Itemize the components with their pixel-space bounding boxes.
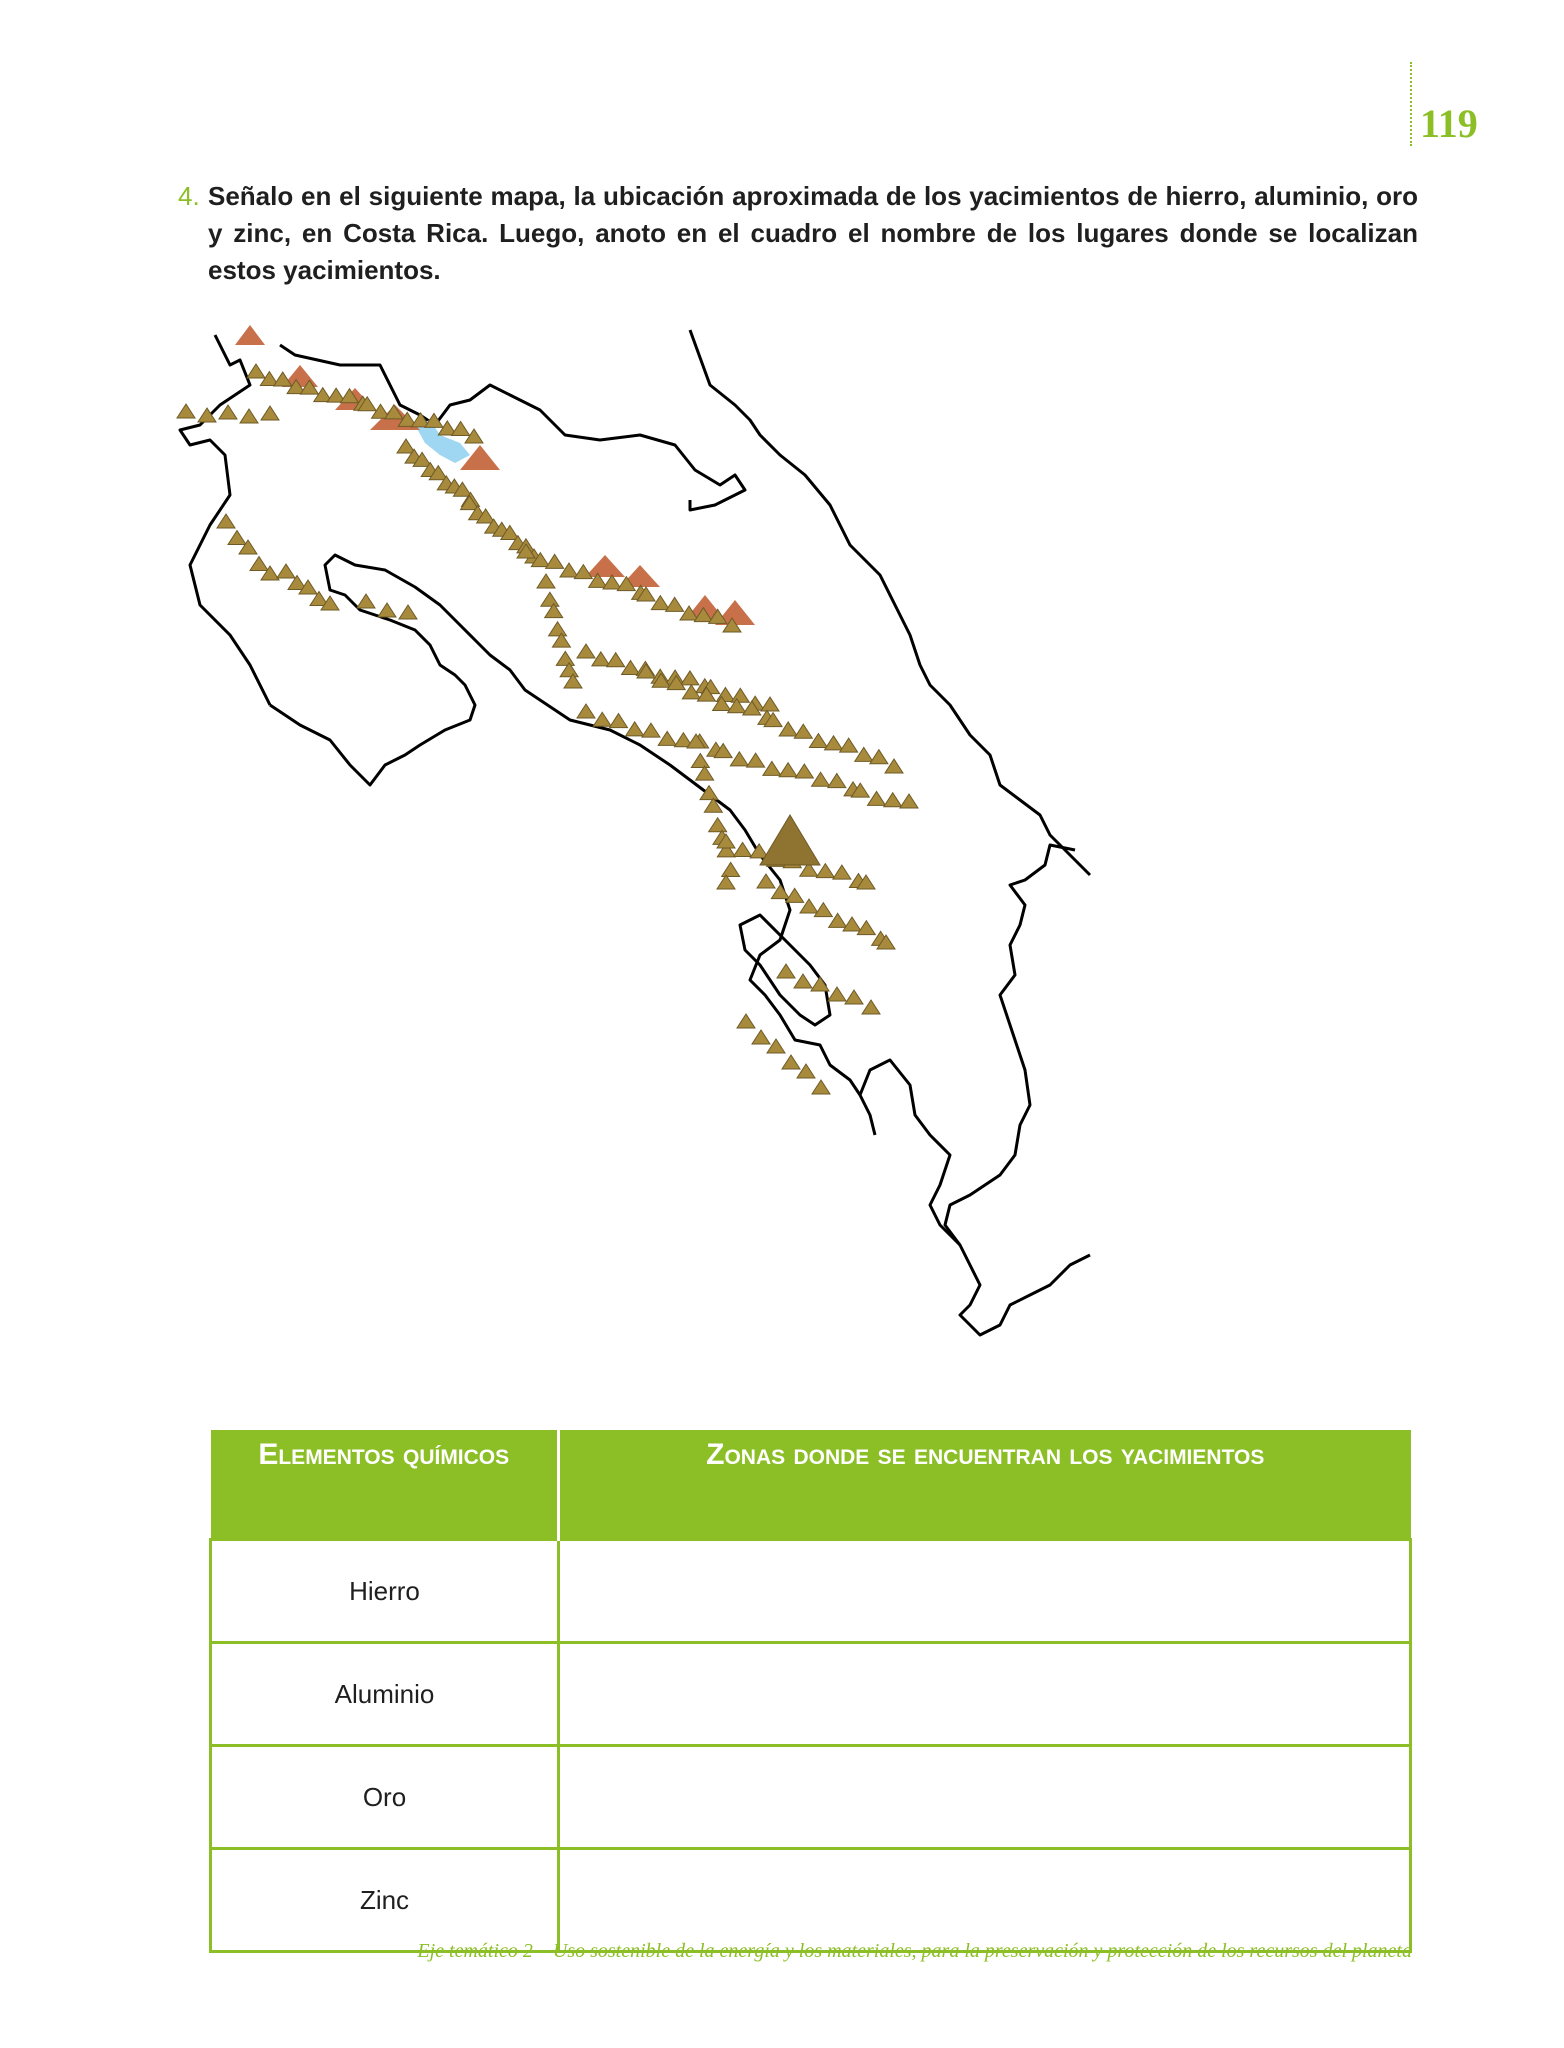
mountain-icon: [593, 712, 611, 726]
mountain-icon: [603, 575, 621, 589]
zones-answer-cell[interactable]: [559, 1643, 1411, 1746]
mountain-icon: [607, 653, 625, 667]
mountain-icon: [452, 421, 470, 435]
mountain-icon: [816, 864, 834, 878]
mountain-icon: [761, 697, 779, 711]
mountain-icon: [622, 661, 640, 675]
mountain-icon: [556, 651, 574, 665]
mountain-icon: [862, 1000, 880, 1014]
mountain-icon: [828, 774, 846, 788]
mountain-icon: [857, 921, 875, 935]
mountain-icon: [840, 738, 858, 752]
mountain-icon: [577, 704, 595, 718]
mountain-icon: [737, 1014, 755, 1028]
mountain-icon: [626, 722, 644, 736]
mountain-icon: [767, 1039, 785, 1053]
header-elements: Elementos químicos: [211, 1430, 559, 1540]
mountain-icon: [855, 747, 873, 761]
table-row: [211, 1849, 1411, 1952]
volcano-icon: [585, 555, 625, 577]
mountain-icon: [219, 405, 237, 419]
mountain-icon: [814, 903, 832, 917]
exercise-text: Señalo en el siguiente mapa, la ubicación aproximada de los yacimientos de hierro, aluminio, oro y zinc, en Costa Rica. Luego, anoto en el cuadro el nombre de los lugares donde se localizan estos yacimientos.: [208, 181, 1418, 285]
caribbean-coast: [690, 330, 1090, 875]
mountain-icon: [843, 917, 861, 931]
mountain-icon: [786, 888, 804, 902]
mountain-icon: [752, 1030, 770, 1044]
mountain-icon: [900, 794, 918, 808]
mountain-icon: [779, 763, 797, 777]
mountain-icon: [794, 724, 812, 738]
mountain-icon: [696, 766, 714, 780]
panama-border: [945, 845, 1090, 1335]
mountain-icon: [537, 574, 555, 588]
mountain-icon: [747, 753, 765, 767]
mountain-icon: [681, 671, 699, 685]
footer-text: Eje temático 2 – Uso sostenible de la energía y los materiales, para la preservación y protección de los recursos del planeta: [417, 1940, 1412, 1962]
mountain-icon: [592, 652, 610, 666]
mountain-icon: [577, 644, 595, 658]
mountain-icon: [812, 1080, 830, 1094]
table-row: [211, 1746, 1411, 1849]
mountain-icon: [779, 722, 797, 736]
mountain-icon: [717, 875, 735, 889]
mountain-icon: [609, 714, 627, 728]
mountain-icon: [782, 1055, 800, 1069]
mountain-icon: [763, 761, 781, 775]
mountain-icon: [277, 564, 295, 578]
element-name: Aluminio: [211, 1643, 559, 1746]
mountain-icon: [549, 622, 567, 636]
element-name: Hierro: [211, 1540, 559, 1643]
mountain-icon: [811, 977, 829, 991]
mountain-icon: [378, 603, 396, 617]
mountain-icon: [228, 531, 246, 545]
mountain-icon: [870, 750, 888, 764]
mountain-icon: [666, 597, 684, 611]
mountain-icon: [261, 406, 279, 420]
mountain-icon: [397, 439, 415, 453]
answer-table: [209, 1430, 1412, 1953]
mountain-icon: [760, 815, 820, 865]
mountain-icon: [642, 723, 660, 737]
mountain-icon: [845, 990, 863, 1004]
mountain-icon: [658, 731, 676, 745]
mountain-icon: [247, 364, 265, 378]
mountain-icon: [722, 862, 740, 876]
mountain-icon: [574, 565, 592, 579]
mountain-icon: [651, 596, 669, 610]
mountain-icon: [885, 759, 903, 773]
mountain-icon: [691, 754, 709, 768]
mountain-icon: [809, 734, 827, 748]
mountain-icon: [541, 592, 559, 606]
header-zones: Zonas donde se encuentran los yacimientos: [559, 1430, 1411, 1540]
zones-answer-cell[interactable]: [559, 1849, 1411, 1952]
costa-rica-map: [170, 325, 1410, 1395]
table-row: [211, 1540, 1411, 1643]
mountain-icon: [399, 605, 417, 619]
zones-answer-cell[interactable]: [559, 1746, 1411, 1849]
golfo-dulce: [860, 1060, 960, 1245]
volcano-markers: [235, 325, 755, 625]
mountain-icon: [868, 791, 886, 805]
mountain-icon: [797, 1064, 815, 1078]
volcano-icon: [235, 325, 265, 345]
element-name: Zinc: [211, 1849, 559, 1952]
mountain-icon: [730, 752, 748, 766]
mountain-icon: [177, 404, 195, 418]
page-number: 119: [1420, 101, 1478, 146]
exercise-number: 4.: [178, 181, 200, 211]
mountain-icon: [757, 874, 775, 888]
mountain-icon: [734, 842, 752, 856]
table-row: [211, 1643, 1411, 1746]
volcano-icon: [460, 445, 500, 470]
element-name: Oro: [211, 1746, 559, 1849]
exercise-instruction: [178, 178, 1418, 289]
mountain-icon: [357, 594, 375, 608]
mountain-markers: [177, 364, 918, 1094]
mountain-icon: [795, 764, 813, 778]
mountain-icon: [465, 429, 483, 443]
mountain-icon: [731, 688, 749, 702]
mountain-icon: [240, 409, 258, 423]
mountain-icon: [812, 772, 830, 786]
mountain-icon: [833, 865, 851, 879]
page-number-rule: [1410, 62, 1412, 146]
map-outline: [180, 330, 1090, 1335]
zones-answer-cell[interactable]: [559, 1540, 1411, 1643]
northern-border-east: [280, 345, 745, 510]
mountain-icon: [250, 557, 268, 571]
mountain-icon: [546, 554, 564, 568]
mountain-icon: [777, 964, 795, 978]
mountain-icon: [217, 514, 235, 528]
mountain-icon: [884, 793, 902, 807]
mountain-icon: [828, 987, 846, 1001]
mountain-icon: [709, 818, 727, 832]
mountain-icon: [825, 736, 843, 750]
mountain-icon: [560, 563, 578, 577]
mountain-icon: [794, 974, 812, 988]
mountain-icon: [704, 798, 722, 812]
